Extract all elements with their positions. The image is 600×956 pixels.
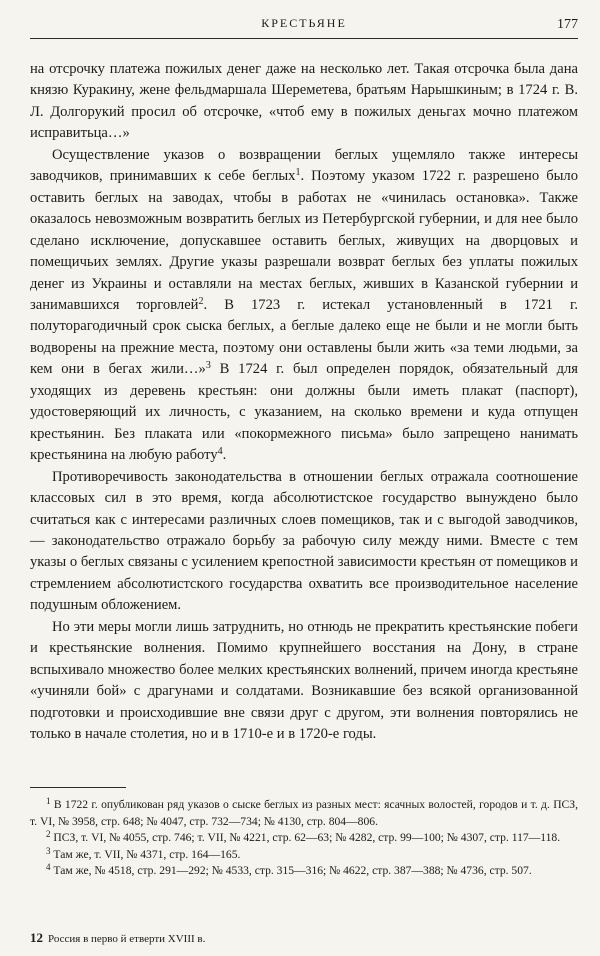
footnote-mark: 4 [46,862,51,873]
signature-text: Россия в перво й етверти XVIII в. [48,933,206,945]
paragraph-2-text-a: Осуществление указов о возвращении беглых ущемляло также интересы заводчиков, принимавших к себе беглых [30,146,578,185]
paragraph-2-text-d: В 1724 г. был определен порядок, обязательный для уходящих из деревень крестьян: они должны были иметь плакат (паспорт), удостоверяющий их личность, с указанием, на сколько времени и куда отпущен крестьянин. Без плаката или «покормежного письма» было запрещено нанимать крестьянина на любую работу [30,361,579,464]
footnote-1 [30,797,578,830]
footnote-3 [30,847,578,864]
paragraph-2-text-b: . Поэтому указом 1722 г. разрешено было оставить беглых на заводах, чтобы в работах не «чинилась остановка». Также оказалось невозможным возвратить беглых из Петербургской губернии, и для нее было сделано исключение, допускавшее оставить беглых, живущих на дворцовых и помещичьих землях. Другие указы разрешали возврат беглых без уплаты пожилых денег из Украины и оставляли на местах беглых, живших в Казанской губернии и занимавшихся торговлей [30,168,578,313]
footnote-ref-1[interactable]: 1 [295,167,301,179]
footnote-mark: 1 [46,796,51,806]
paragraph-4: Но эти меры могли лишь затруднить, но отнюдь не прекратить крестьянские побеги и крестьянские волнения. Помимо крупнейшего восстания на Дону, в стране вспыхивало множество более мелких крестьянских волнений, причем иногда крестьяне «учиняли бой» с драгунами и солдатами. Возникавшие без всякой организованной подготовки и происходившие вне связи друг с другом, эти волнения повторялись не только в начале столетия, но и в 1710-е и в 1720-е годы. [30,618,578,743]
running-header [30,8,578,39]
footnotes [30,797,578,880]
footnote-text: Там же, № 4518, стр. 291—292; № 4533, стр. 315—316; № 4622, стр. 387—388; № 4736, стр. 507. [53,864,532,878]
printer-signature [30,930,205,946]
footnote-4 [30,863,578,880]
running-title: КРЕСТЬЯНЕ [261,16,347,30]
page-number: 177 [557,17,578,32]
footnote-mark: 3 [46,845,51,856]
footnote-2 [30,830,578,847]
footnote-text: ПСЗ, т. VI, № 4055, стр. 746; т. VII, № 4221, стр. 62—63; № 4282, стр. 99—100; № 4307, стр. 117—118. [53,831,561,845]
footnote-text: Там же, т. VII, № 4371, стр. 164—165. [53,847,241,861]
paragraph-2 [30,145,578,467]
footnote-ref-4[interactable]: 4 [217,446,223,458]
footnote-ref-2[interactable]: 2 [198,295,204,307]
signature-number: 12 [30,930,43,945]
main-text [30,59,578,746]
paragraph-2-text-c: . В 1723 г. истекал установленный в 1721 г. полуторагодичный срок сыска беглых, а беглые далеко еще не были и не могли быть водворены на прежние места, поэтому они оставлены были жить «за теми людьми, за кем они в бегах жили…» [30,296,578,378]
paragraph-3: Противоречивость законодательства в отношении беглых отражала соотношение классовых сил в это время, когда абсолютистское государство вынуждено было считаться как с интересами различных слоев помещиков, так и с выгодой заводчиков,— законодательство отражало борьбу за рабочую силу между ними. Вместе с тем указы о беглых связаны с усилением крепостной зависимости крестьян от помещиков и стремлением абсолютистского государства охватить все производительное население подушным обложением. [30,468,578,614]
footnote-mark: 2 [46,829,51,840]
paragraph-2-text-e: . [222,447,227,464]
footnote-separator [30,787,126,788]
footnote-text: В 1722 г. опубликован ряд указов о сыске беглых из разных мест: ясачных волостей, городов и т. д. ПСЗ, т. VI, № 3958, стр. 648; № 4047, стр. 732—734; № 4130, стр. 804—806. [30,798,579,828]
paragraph-1: на отсрочку платежа пожилых денег даже на несколько лет. Такая отсрочка была дана князю Куракину, жене фельдмаршала Шереметева, братьям Нарышкиным; в 1724 г. В. Л. Долгорукий просил об отсрочке, «чтоб ему в пожилых деньгах мочно платежом исправитьца…» [30,61,578,142]
footnote-ref-3[interactable]: 3 [205,360,211,372]
